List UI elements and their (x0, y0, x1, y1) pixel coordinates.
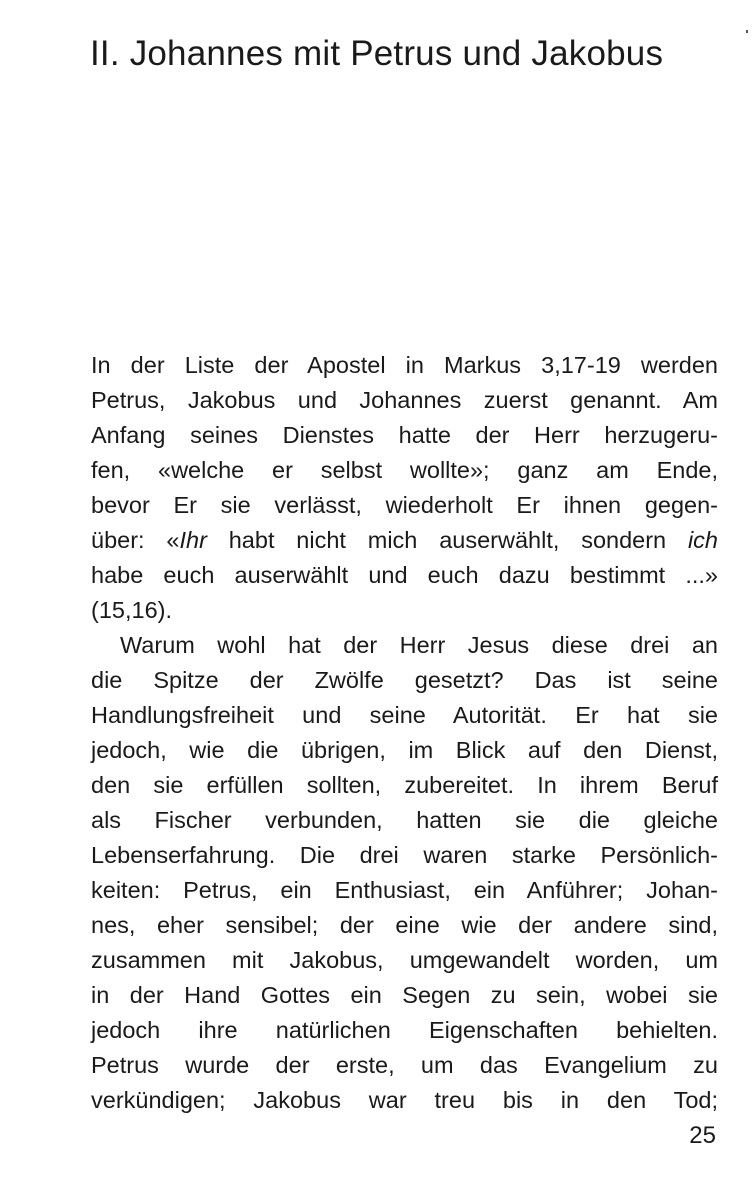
emphasis-ihr: Ihr (179, 527, 207, 553)
text-line: die Spitze der Zwölfe gesetzt? Das ist seine (91, 667, 718, 693)
text-line: Petrus, Jakobus und Johannes zuerst genannt. Am (91, 387, 718, 413)
text-line: in der Hand Gottes ein Segen zu sein, wobei sie (91, 982, 718, 1008)
scan-mark (746, 30, 748, 33)
body-text (91, 348, 718, 1118)
text-line: den sie erfüllen sollten, zubereitet. In ihrem Beruf (91, 772, 718, 798)
text-line: Anfang seines Dienstes hatte der Herr herzugeru- (91, 422, 718, 448)
text-line: verkündigen; Jakobus war treu bis in den Tod; (91, 1087, 718, 1113)
text-line: als Fischer verbunden, hatten sie die gleiche (91, 807, 718, 833)
chapter-title: II. Johannes mit Petrus und Jakobus (90, 34, 664, 73)
text-segment: habt nicht mich auserwählt, sondern (206, 527, 688, 553)
text-line: keiten: Petrus, ein Enthusiast, ein Anführer; Johan- (91, 877, 718, 903)
text-line-with-emphasis (91, 523, 718, 558)
text-line: fen, «welche er selbst wollte»; ganz am Ende, (91, 457, 718, 483)
text-line: bevor Er sie verlässt, wiederholt Er ihnen gegen- (91, 492, 718, 518)
text-line: habe euch auserwählt und euch dazu bestimmt ...» (91, 562, 718, 588)
text-line: nes, eher sensibel; der eine wie der andere sind, (91, 912, 718, 938)
text-segment: über: « (91, 527, 180, 553)
text-line: (15,16). (91, 597, 172, 623)
text-line: jedoch, wie die übrigen, im Blick auf den Dienst, (91, 737, 718, 763)
text-line: Warum wohl hat der Herr Jesus diese drei an (120, 632, 718, 658)
text-line: Lebenserfahrung. Die drei waren starke Persönlich- (91, 842, 718, 868)
text-line: Handlungsfreiheit und seine Autorität. Er hat sie (91, 702, 718, 728)
text-line: In der Liste der Apostel in Markus 3,17-19 werden (91, 352, 718, 378)
page-number: 25 (689, 1122, 716, 1149)
text-line: jedoch ihre natürlichen Eigenschaften behielten. (91, 1017, 718, 1043)
text-line: Petrus wurde der erste, um das Evangelium zu (91, 1052, 718, 1078)
text-line: zusammen mit Jakobus, umgewandelt worden, um (91, 947, 718, 973)
emphasis-ich: ich (687, 527, 718, 553)
